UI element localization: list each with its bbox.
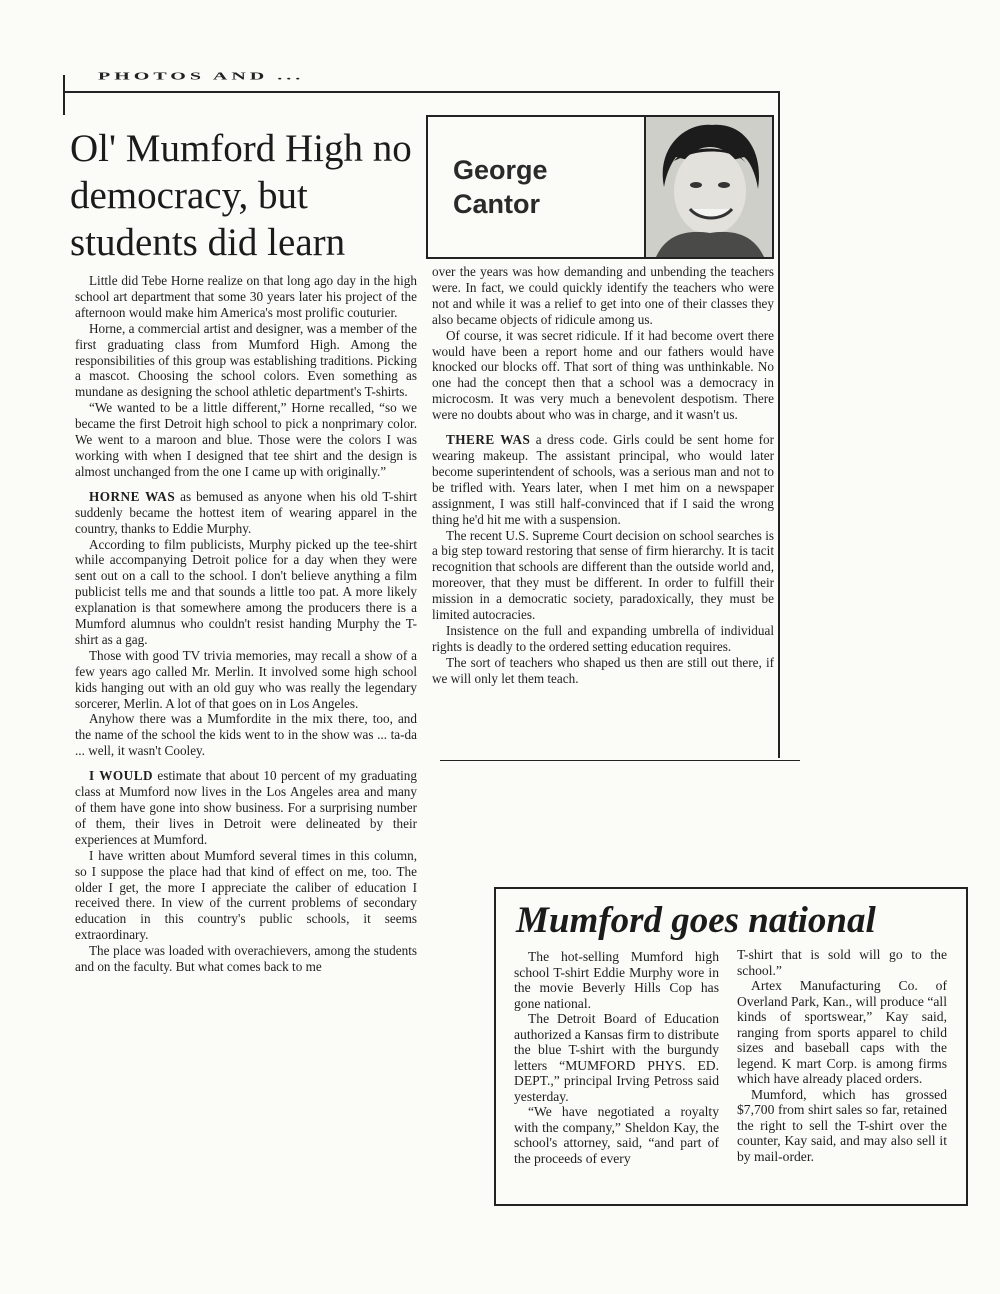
article-column-right [432, 264, 774, 687]
frame-rule-left [63, 75, 65, 115]
masthead: PHOTOS AND ... [98, 70, 305, 83]
paragraph: The place was loaded with overachievers, among the students and on the faculty. But what comes back to me [75, 943, 417, 975]
paragraph: Mumford, which has grossed $7,700 from shirt sales so far, retained the right to sell the T-shirt over the counter, Kay said, and may also sell it by mail-order. [737, 1086, 947, 1164]
paragraph: According to film publicists, Murphy picked up the tee-shirt while accompanying Detroit police for a day when they were sent out on a call to the school. I don't believe anything a film publicist tells me and that sounds a little too pat. A more likely explanation is that somewhere among the producers there is a Mumford alumnus who couldn't resist handing Murphy the T-shirt as a gag. [75, 536, 417, 647]
sidebar-column-right [737, 947, 947, 1164]
paragraph: Horne, a commercial artist and designer, was a member of the first graduating class from Mumford High. Among the responsibilities of this group was establishing traditions. Picking a mascot. Choosing the school colors. Even something as mundane as designing the school athletic department's T-shirts. [75, 320, 417, 400]
portrait-illustration [646, 117, 772, 257]
sidebar-headline: Mumford goes national [516, 900, 876, 941]
article-headline: Ol' Mumford High no democracy, but students did learn [70, 127, 412, 264]
paragraph: I WOULD estimate that about 10 percent of my graduating class at Mumford now lives in the Los Angeles area and many of them have gone into show business. For a surprising number of them, their lives in Detroit were delineated by their experiences at Mumford. [75, 768, 417, 847]
sidebar-story [494, 887, 968, 1206]
column-end-rule [440, 760, 800, 761]
paragraph: The Detroit Board of Education authorized a Kansas firm to distribute the blue T-shirt with the burgundy letters “MUMFORD PHYS. ED. DEPT.,” principal Irving Petross said yesterday. [514, 1011, 719, 1104]
paragraph: Anyhow there was a Mumfordite in the mix there, too, and the name of the school the kids went to in the show was ... ta-da ... well, it wasn't Cooley. [75, 711, 417, 759]
paragraph: THERE WAS a dress code. Girls could be sent home for wearing makeup. The assistant principal, who would later become superintendent of schools, was a serious man and not to be trifled with. Years later, when I met him on a newspaper assignment, I was still half-convinced that if I said the wrong thing he'd hit me with a suspension. [432, 432, 775, 527]
columnist-photo [644, 117, 772, 257]
paragraph: over the years was how demanding and unbending the teachers were. In fact, we could quickly identify the teachers who were not and while it was a relief to get into one of their classes they also became objects of ridicule among us. [432, 264, 774, 327]
paragraph: The sort of teachers who shaped us then are still out there, if we will only let them teach. [432, 654, 774, 686]
paragraph: “We wanted to be a little different,” Horne recalled, “so we became the first Detroit high school to pick a nonprimary color. We went to a maroon and blue. Those were the colors I was working with when I designed that tee shirt and the design is almost unchanged from the one I came up with originally.” [75, 400, 417, 479]
paragraph: The hot-selling Mumford high school T-shirt Eddie Murphy wore in the movie Beverly Hills Cop has gone national. [514, 949, 719, 1011]
frame-rule-right [778, 91, 780, 758]
columnist-name [453, 153, 593, 221]
columnist-name-text: George Cantor [453, 155, 548, 219]
paragraph: T-shirt that is sold will go to the school.” [737, 947, 947, 978]
byline-box [426, 115, 774, 259]
article-column-left [75, 273, 417, 975]
paragraph: Artex Manufacturing Co. of Overland Park, Kan., will produce “all kinds of sportswear,” Kay said, ranging from sports apparel to child sizes and baseball caps with the legend. K mart Corp. is among firms which have already placed orders. [737, 978, 947, 1086]
paragraph: HORNE WAS as bemused as anyone when his old T-shirt suddenly became the hottest item of wearing apparel in the country, thanks to Eddie Murphy. [75, 488, 418, 536]
paragraph: Insistence on the full and expanding umbrella of individual rights is deadly to the ordered setting education requires. [432, 622, 774, 654]
paragraph: I have written about Mumford several times in this column, so I suppose the place had that kind of effect on me, too. The older I get, the more I appreciate the caliber of education I received there. In view of the current problems of secondary education in this country's public schools, it seems extraordinary. [75, 847, 417, 943]
paragraph: Those with good TV trivia memories, may recall a show of a few years ago called Mr. Merlin. It involved some high school kids hanging out with an old guy who was really the legendary sorcerer, Merlin. A lot of that goes on in Los Angeles. [75, 647, 417, 711]
paragraph: The recent U.S. Supreme Court decision on school searches is a big step toward restoring that sense of firm hierarchy. It is tacit recognition that schools are different than the outside world and, moreover, that they must be different. In order to fulfill their mission in a democratic society, paradoxically, they must be limited autocracies. [432, 527, 774, 623]
masthead-rule [63, 91, 780, 93]
paragraph: “We have negotiated a royalty with the company,” Sheldon Kay, the school's attorney, said, “and part of the proceeds of every [514, 1104, 719, 1166]
paragraph: Of course, it was secret ridicule. If it had become overt there would have been a report home and our fathers would have knocked our blocks off. That sort of thing was unthinkable. No one had the concept then that a school was a democracy in microcosm. It was very much a benevolent despotism. There were no doubts about who was in charge, and it wasn't us. [432, 327, 774, 423]
sidebar-column-left [514, 949, 719, 1166]
paragraph: Little did Tebe Horne realize on that long ago day in the high school art department that some 30 years later his project of the afternoon would make him America's most prolific couturier. [75, 273, 417, 320]
